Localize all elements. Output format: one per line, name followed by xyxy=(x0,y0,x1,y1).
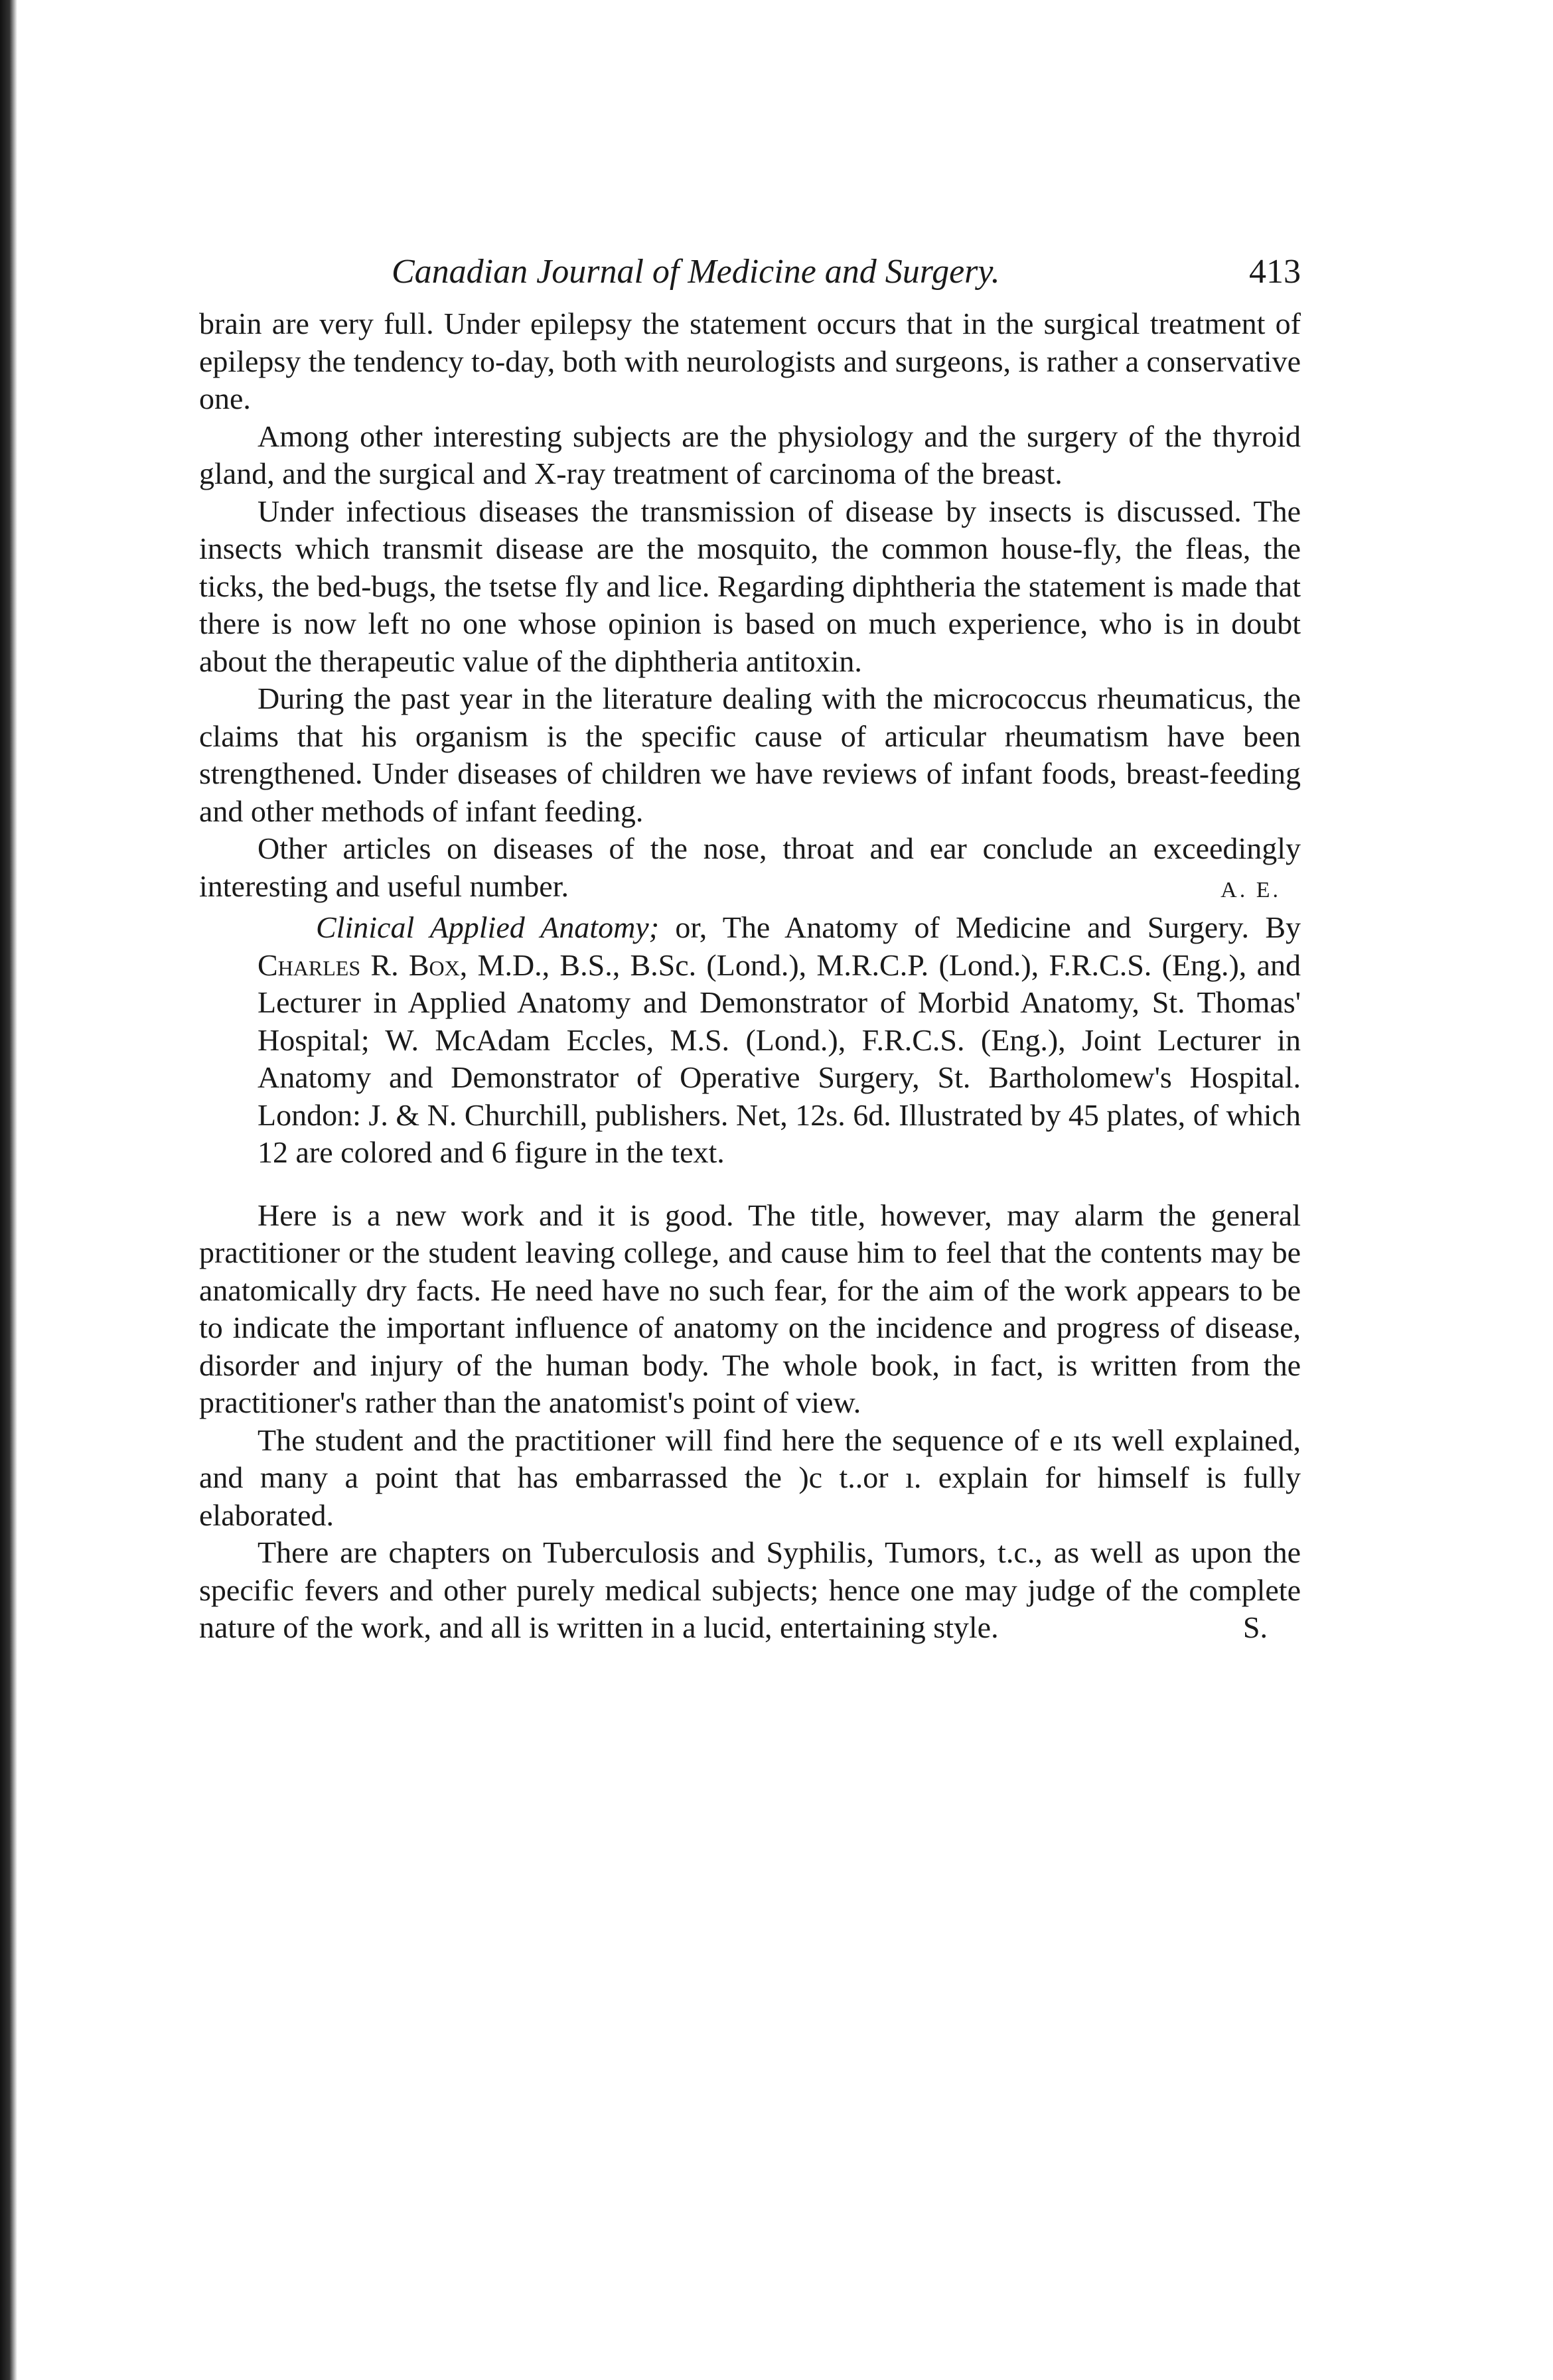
author-name: Charles R. Box xyxy=(258,947,460,982)
reviewer-signature: A. E. xyxy=(1220,877,1281,902)
review-clinical-applied-anatomy xyxy=(199,909,1301,1647)
journal-title: Canadian Journal of Medicine and Surgery. xyxy=(392,253,1000,291)
page-number: 413 xyxy=(1249,253,1301,291)
page-binding-edge xyxy=(0,0,17,2380)
paragraph xyxy=(199,1534,1301,1647)
paragraph-text: There are chapters on Tuberculosis and Syphilis, Tumors, t.c., as well as upon the specific fevers and other purely medical subjects; hence one may judge of the complete nature of the work, and all is written in a lucid, entertaining style. xyxy=(199,1535,1301,1644)
paragraph: During the past year in the literature dealing with the micrococcus rheumaticus, the claims that his organism is the specific cause of articular rheumatism have been strengthened. Under diseases of children we have reviews of infant foods, breast-feeding and other methods of infant feeding. xyxy=(199,681,1301,828)
review-body xyxy=(199,1197,1301,1647)
paragraph-text: Other articles on diseases of the nose, throat and ear conclude an exceedingly interesting and useful number. xyxy=(199,831,1301,903)
paragraph: The student and the practitioner will find here the sequence of e ıts well explained, and many a point that has embarrassed the )c t..or ı. explain for himself is fully elaborated. xyxy=(199,1423,1301,1532)
paragraph: brain are very full. Under epilepsy the statement occurs that in the surgical treatment of epilepsy the tendency to-day, both with neurologists and surgeons, is rather a conservative one. xyxy=(199,307,1301,415)
running-header xyxy=(199,252,1301,305)
citation-details: , M.D., B.S., B.Sc. (Lond.), M.R.C.P. (Lond.), F.R.C.S. (Eng.), and Lecturer in Applied Anatomy and Demonstrator of Morbid Anatomy, St. Thomas' Hospital; W. McAdam Eccles, M.S. (Lond.), F.R.C.S. (Eng.), Joint Lecturer in Anatomy and Demonstrator of Operative Surgery, St. Bartholomew's Hospital. London: J. & N. Churchill, publishers. Net, 12s. 6d. Illustrated by 45 plates, of which 12 are colored and 6 figure in the text. xyxy=(258,947,1301,1169)
review-continued xyxy=(199,305,1301,909)
citation-connector: or, The Anatomy of Medicine and Surgery. By xyxy=(675,910,1301,944)
journal-page xyxy=(199,252,1301,1647)
reviewer-signature: S. xyxy=(1242,1610,1268,1644)
paragraph xyxy=(199,830,1301,905)
paragraph: Here is a new work and it is good. The title, however, may alarm the general practitioner or the student leaving college, and cause him to feel that the contents may be anatomically dry facts. He need have no such fear, for the aim of the work appears to be to indicate the important influence of anatomy on the incidence and progress of disease, disorder and injury of the human body. The whole book, in fact, is written from the practitioner's rather than the anatomist's point of view. xyxy=(199,1198,1301,1419)
book-title: Clinical Applied Anatomy; xyxy=(316,910,660,944)
book-citation xyxy=(199,909,1301,1172)
paragraph: Under infectious diseases the transmission of disease by insects is discussed. The insects which transmit disease are the mosquito, the common house-fly, the fleas, the ticks, the bed-bugs, the tsetse fly and lice. Regarding diphtheria the statement is made that there is now left no one whose opinion is based on much experience, who is in doubt about the therapeutic value of the diphtheria antitoxin. xyxy=(199,494,1301,678)
text-column xyxy=(199,305,1301,1647)
paragraph: Among other interesting subjects are the physiology and the surgery of the thyroid gland, and the surgical and X-ray treatment of carcinoma of the breast. xyxy=(199,419,1301,490)
